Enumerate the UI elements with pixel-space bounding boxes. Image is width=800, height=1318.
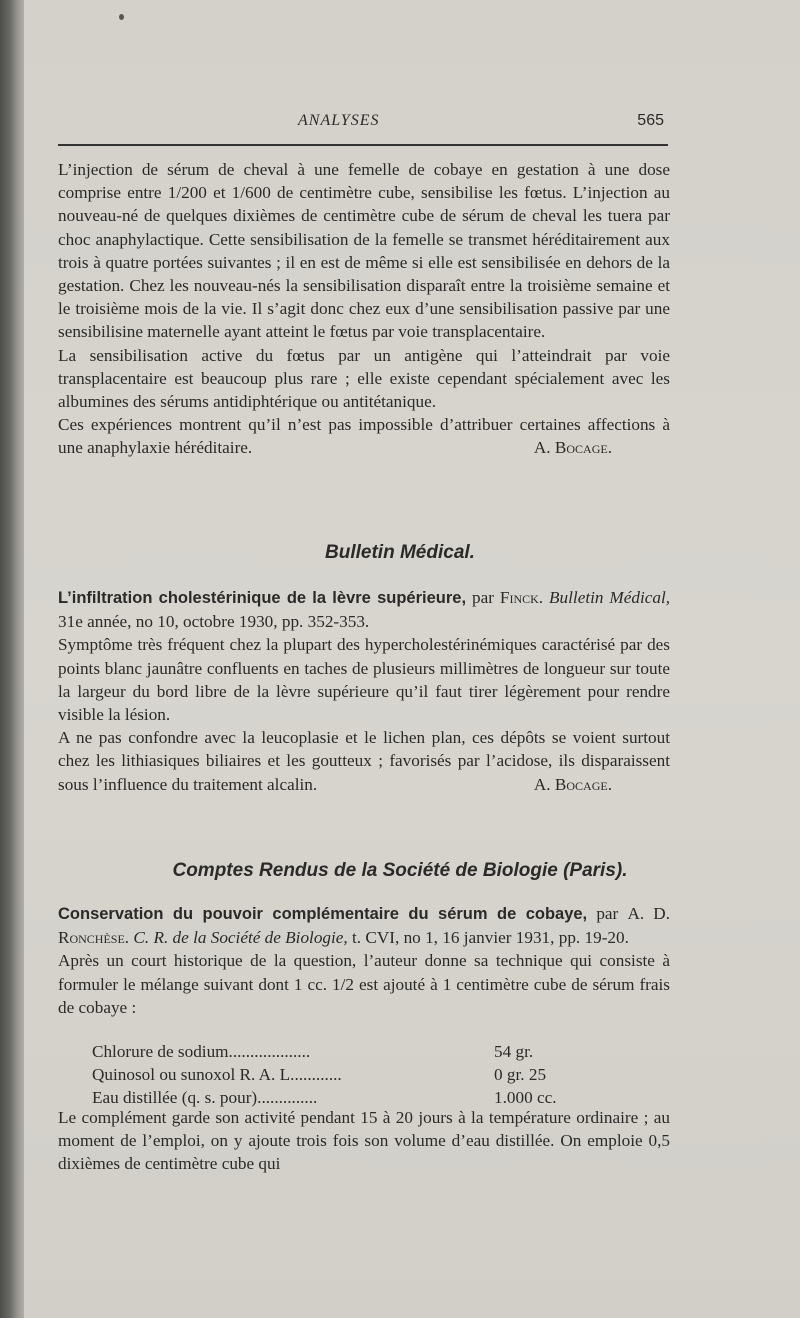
section-title: Bulletin Médical. — [325, 542, 475, 563]
formula-row — [92, 1040, 652, 1063]
paragraph: Symptôme très fréquent chez la plupart des hypercholestérinémiques caractérisé par des points blanc jaunâtre confluents en taches de plusieurs millimètres de longueur sur toute la largeur du bord libre de la lèvre supérieure qu’il faut tirer légèrement pour rendre visible la lésion. — [58, 635, 670, 725]
ingredient-name: Chlorure de sodium................... — [92, 1042, 311, 1061]
ingredient-name: Quinosol ou sunoxol R. A. L............ — [92, 1065, 342, 1085]
running-header — [58, 112, 670, 136]
by-word: par — [596, 904, 619, 923]
author: A. D. Ronchèse. — [58, 904, 671, 948]
formula-row — [92, 1063, 652, 1086]
paragraph-text: Ces expériences montrent qu’il n’est pas impossible d’attribuer certaines affections à une anaphylaxie héréditaire. — [58, 415, 670, 458]
article-citation — [58, 586, 670, 633]
paragraph-text: A ne pas confondre avec la leucoplasie et le lichen plan, ces dépôts se voient surtout chez les lithiasiques biliaires et les goutteux ; favorisés par l’acidose, ils disparaissent sous l’influence du traitement alcalin. — [58, 728, 670, 794]
page-number: 565 — [637, 112, 664, 129]
journal: Bulletin Médical, — [549, 588, 671, 607]
running-title: ANALYSES — [298, 112, 380, 129]
author: Finck. — [499, 588, 544, 607]
paragraph: L’injection de sérum de cheval à une femelle de cobaye en gestation à une dose comprise entre 1/200 et 1/600 de centimètre cube, sensibilise les fœtus. L’injection au nouveau-né de quelques dixièmes de centimètre cube de sérum de cheval les tuera par choc anaphylactique. Cette sensibilisation de la femelle se transmet héréditairement aux trois à quatre portées suivantes ; il en est de même si elle est sensibilisée en dehors de la gestation. Chez les nouveau-nés la sensibilisation disparaît entre la troisième semaine et le troisième mois de la vie. Il s’agit donc chez eux d’une sensibilisation passive par une sensibilisine maternelle ayant atteint le fœtus par voie transplacentaire. — [58, 160, 670, 342]
ingredient-value: 1.000 cc. — [494, 1088, 557, 1108]
journal: C. R. de la Société de Biologie, — [133, 928, 348, 948]
citation: 31e année, no 10, octobre 1930, pp. 352-353. — [58, 612, 370, 632]
paragraph: La sensibilisation active du fœtus par un antigène qui l’atteindrait par voie transplacentaire est beaucoup plus rare ; elle existe cependant spécialement avec les albumines des sérums antidiphtérique ou antitétanique. — [58, 345, 670, 412]
ink-spot — [119, 14, 124, 20]
formula-table — [92, 1040, 652, 1110]
analysis-block-1 — [58, 158, 670, 460]
paragraph: Le complément garde son activité pendant 15 à 20 jours à la température ordinaire ; au moment de l’emploi, on y ajoute trois fois son volume d’eau distillée. On emploie 0,5 dixièmes de centimètre cube qui — [58, 1108, 670, 1174]
header-rule — [58, 144, 668, 146]
article-title: Conservation du pouvoir complémentaire du sérum de cobaye, — [58, 905, 588, 923]
ingredient-name: Eau distillée (q. s. pour).............. — [92, 1088, 318, 1108]
by-word: par — [471, 588, 494, 607]
analysis-block-2 — [58, 586, 670, 796]
section-title: Comptes Rendus de la Société de Biologie (Paris). — [172, 860, 628, 881]
citation: t. CVI, no 1, 16 janvier 1931, pp. 19-20. — [352, 928, 629, 948]
paragraph — [58, 726, 670, 796]
signature: A. Bocage. — [533, 438, 612, 458]
paragraph — [58, 413, 670, 459]
signature: A. Bocage. — [533, 774, 612, 794]
article-citation — [58, 902, 670, 949]
paragraph: Après un court historique de la question, l’auteur donne sa technique qui consiste à formuler le mélange suivant dont 1 cc. 1/2 est ajouté à 1 centimètre cube de sérum frais de cobaye : — [58, 951, 670, 1017]
ingredient-value: 0 gr. 25 — [494, 1065, 547, 1085]
analysis-block-3-continued — [58, 1106, 670, 1176]
article-title: L’infiltration cholestérinique de la lèvre supérieure, — [58, 589, 467, 607]
ingredient-value: 54 gr. — [494, 1042, 534, 1061]
analysis-block-3 — [58, 902, 670, 1019]
